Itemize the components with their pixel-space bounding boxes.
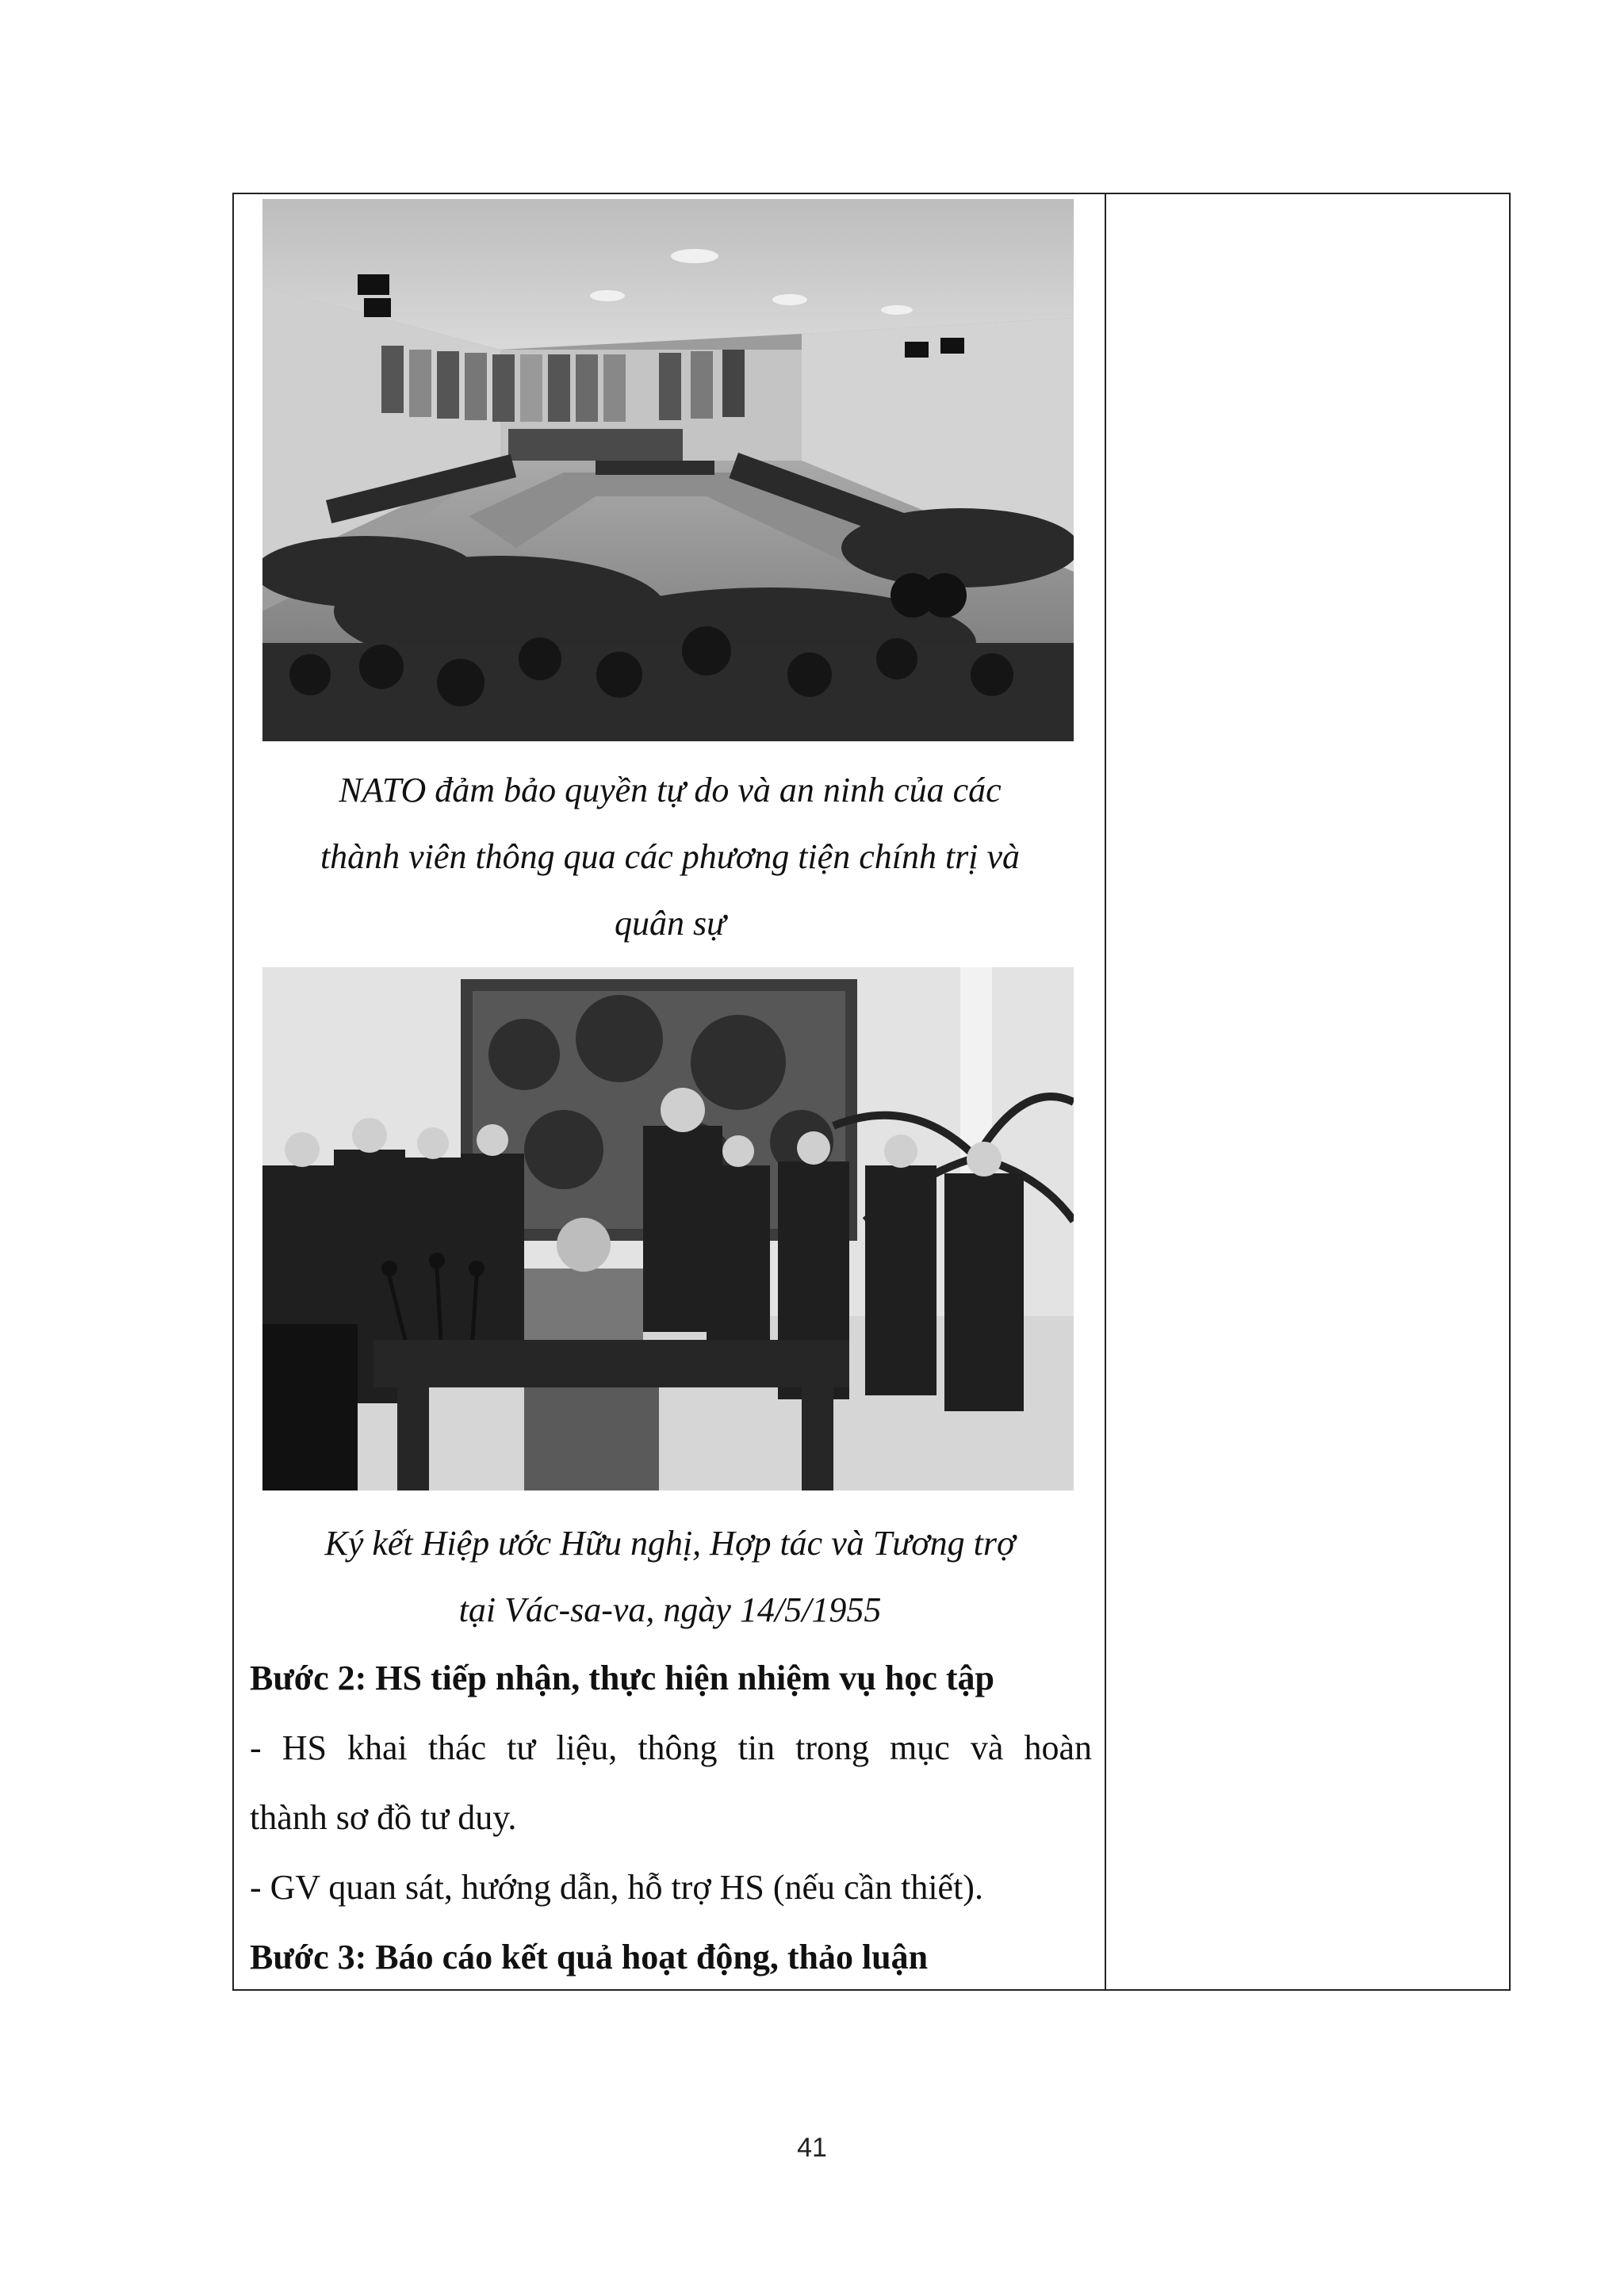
caption-line: quân sự	[614, 904, 726, 943]
caption-line: NATO đảm bảo quyền tự do và an ninh của các	[339, 771, 1002, 809]
caption-line: thành viên thông qua các phương tiện chính trị và	[320, 837, 1021, 876]
caption-line: Ký kết Hiệp ước Hữu nghị, Hợp tác và Tương trợ	[324, 1524, 1016, 1563]
step-2-paragraph-line: thành sơ đồ tư duy.	[250, 1798, 517, 1837]
lesson-table	[232, 193, 1511, 1991]
step-2-heading: Bước 2: HS tiếp nhận, thực hiện nhiệm vụ học tập	[250, 1659, 994, 1697]
nato-photo-caption	[250, 757, 1090, 957]
nato-conference-photo	[262, 199, 1074, 741]
step-3-heading: Bước 3: Báo cáo kết quả hoạt động, thảo luận	[250, 1938, 929, 1976]
step-2-paragraph-line: - HS khai thác tư liệu, thông tin trong mục và hoàn	[250, 1728, 1092, 1767]
page-number: 41	[797, 2133, 827, 2163]
content-column	[1106, 194, 1509, 1989]
caption-line: tại Vác-sa-va, ngày 14/5/1955	[458, 1590, 882, 1629]
warsaw-treaty-signing-photo	[262, 967, 1074, 1490]
warsaw-photo-caption	[250, 1510, 1090, 1644]
activity-column	[234, 194, 1105, 1989]
step-2-paragraph-line: - GV quan sát, hướng dẫn, hỗ trợ HS (nếu cần thiết).	[250, 1868, 983, 1907]
